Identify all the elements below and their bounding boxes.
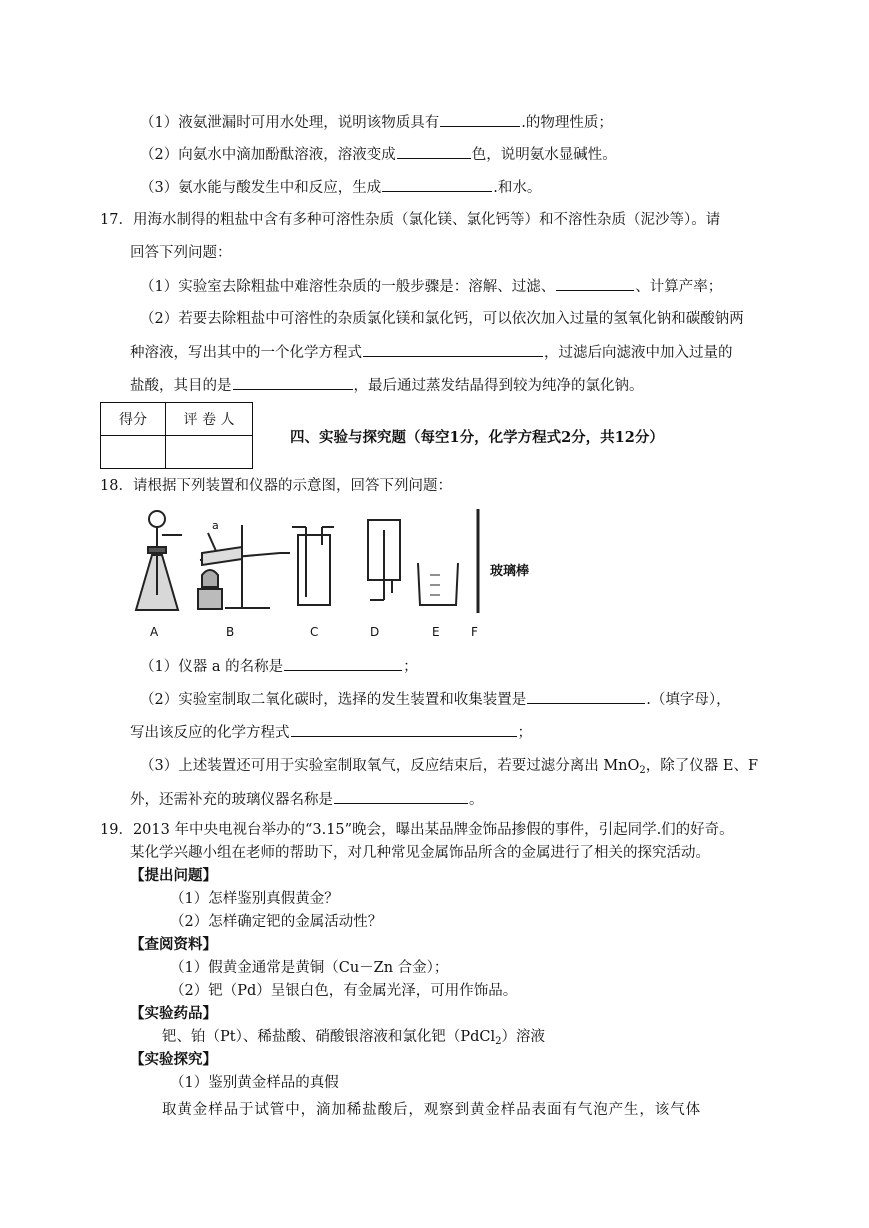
q18-part2-line2: 写出该反应的化学方程式 ；: [130, 722, 532, 743]
heading-info: 【查阅资料】: [130, 936, 217, 953]
section-title: 四、实验与探究题（每空1分，化学方程式2分，共12分）: [290, 429, 664, 446]
label-b: B: [226, 625, 235, 639]
apparatus-figure: [130, 505, 600, 615]
q18-part2: （2）实验室制取二氧化碳时，选择的发生装置和收集装置是 .（填字母），: [140, 689, 731, 710]
score-header: 得分: [101, 403, 166, 436]
apparatus-a: [136, 511, 182, 610]
q18-part3-line2: 外，还需补充的玻璃仪器名称是 。: [130, 789, 484, 810]
explore-1-text: 取黄金样品于试管中，滴加稀盐酸后，观察到黄金样品表面有气泡产生，该气体: [162, 1102, 701, 1118]
answer-blank[interactable]: [363, 342, 543, 357]
heading-question: 【提出问题】: [130, 867, 217, 884]
answer-blank[interactable]: [527, 689, 645, 704]
explore-1: （1）鉴别黄金样品的真假: [170, 1075, 339, 1091]
q17-part2-line2: 种溶液，写出其中的一个化学方程式 ，过滤后向滤液中加入过量的: [130, 342, 733, 363]
q16-part2: （2）向氨水中滴加酚酞溶液，溶液变成 色，说明氨水显碱性。: [140, 144, 617, 165]
grader-header: 评 卷 人: [166, 403, 253, 436]
info-1: （1）假黄金通常是黄铜（Cu－Zn 合金）；: [170, 960, 449, 976]
answer-blank[interactable]: [284, 656, 402, 671]
answer-blank[interactable]: [556, 276, 634, 291]
heading-drugs: 【实验药品】: [130, 1005, 217, 1022]
apparatus-b: [198, 525, 290, 609]
q19-line1: 19．2013 年中央电视台举办的“3.15”晚会，曝出某品牌金饰品掺假的事件，引起同学.们的好奇。: [100, 822, 734, 838]
answer-blank[interactable]: [397, 144, 471, 159]
q18-part1: （1）仪器 a 的名称是 ；: [140, 656, 418, 677]
letter-a: a: [212, 519, 219, 532]
info-2: （2）钯（Pd）呈银白色，有金属光泽，可用作饰品。: [170, 983, 518, 999]
score-table: [100, 402, 253, 469]
q16-part3: （3）氨水能与酸发生中和反应，生成 .和水。: [140, 177, 541, 198]
grader-cell[interactable]: [166, 436, 253, 469]
label-e: E: [432, 625, 440, 639]
question-2: （2）怎样确定钯的金属活动性？: [170, 914, 383, 930]
q17-part2-line1: （2）若要去除粗盐中可溶性的杂质氯化镁和氯化钙，可以依次加入过量的氢氧化钠和碳酸钠两: [140, 311, 744, 327]
answer-blank[interactable]: [291, 722, 517, 737]
q18-intro: 18．请根据下列装置和仪器的示意图，回答下列问题：: [100, 478, 452, 494]
q17-line2: 回答下列问题：: [130, 245, 232, 261]
glass-rod-label: 玻璃棒: [490, 564, 530, 579]
q16-part1: （1）液氨泄漏时可用水处理，说明该物质具有 .的物理性质；: [140, 112, 613, 133]
score-cell[interactable]: [101, 436, 166, 469]
answer-blank[interactable]: [233, 375, 353, 390]
heading-explore: 【实验探究】: [130, 1051, 217, 1068]
drugs-list: 钯、铂（Pt）、稀盐酸、硝酸银溶液和氯化钯（PdCl$_2$）溶液: [162, 1029, 545, 1047]
label-a: A: [150, 625, 159, 639]
label-d: D: [370, 625, 380, 639]
q19-line2: 某化学兴趣小组在老师的帮助下，对几种常见金属饰品所含的金属进行了相关的探究活动。: [130, 845, 710, 861]
q17-part1: （1）实验室去除粗盐中难溶性杂质的一般步骤是：溶解、过滤、 、计算产率；: [140, 276, 722, 297]
question-1: （1）怎样鉴别真假黄金？: [170, 891, 339, 907]
apparatus-e: [418, 563, 458, 605]
apparatus-c: [292, 527, 334, 605]
apparatus-d: [368, 520, 400, 600]
answer-blank[interactable]: [440, 112, 520, 127]
answer-blank[interactable]: [382, 177, 492, 192]
label-c: C: [310, 625, 319, 639]
q17-part2-line3: 盐酸，其目的是 ，最后通过蒸发结晶得到较为纯净的氯化钠。: [130, 375, 644, 396]
label-f: F: [471, 625, 478, 639]
q18-part3: （3）上述装置还可用于实验室制取氧气，反应结束后，若要过滤分离出 MnO$_2$，除了仪器 E、F: [140, 758, 759, 776]
answer-blank[interactable]: [334, 789, 468, 804]
q17-line1: 17．用海水制得的粗盐中含有多种可溶性杂质（氯化镁、氯化钙等）和不溶性杂质（泥沙等）。请: [100, 212, 721, 228]
